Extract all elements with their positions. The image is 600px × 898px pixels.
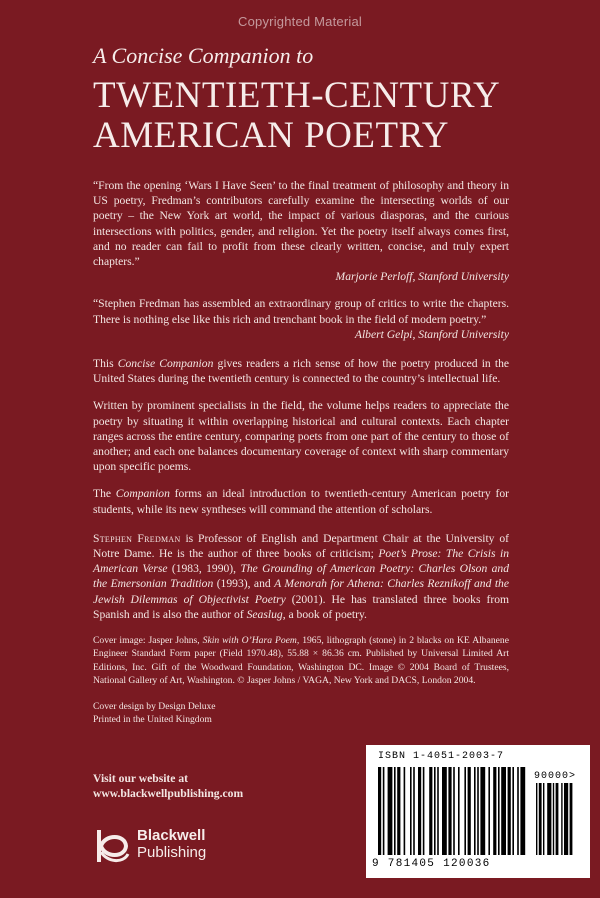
barcode-bar <box>493 767 496 855</box>
barcode-bars <box>374 767 584 857</box>
barcode-bar <box>394 767 396 855</box>
author-name: Stephen Fredman <box>93 531 181 545</box>
quote-1 <box>93 178 509 269</box>
barcode-addon-bar <box>556 783 559 855</box>
barcode-bar <box>448 767 451 855</box>
barcode-bar <box>404 767 406 855</box>
companion-title-em: Concise Companion <box>117 357 214 371</box>
website-url: www.blackwellpublishing.com <box>93 787 244 801</box>
barcode-bar <box>429 767 432 855</box>
barcode-bar <box>517 767 519 855</box>
book-subtitle: A Concise Companion to <box>93 43 314 68</box>
quote-2 <box>93 296 509 326</box>
barcode-digits: 9 781405 120036 <box>372 858 491 870</box>
barcode-bar <box>501 767 506 855</box>
publisher-name-line-1: Blackwell <box>137 827 206 844</box>
book-title-line-2: AMERICAN POETRY <box>93 115 449 156</box>
quote-2-attribution: Albert Gelpi, Stanford University <box>354 327 509 341</box>
quote-1-text: “From the opening ‘Wars I Have Seen’ to the final treatment of philosophy and theory in US poetry, Fredman’s contributors carefully examine the intersecting worlds of our poetry – the New York art world, the impact of various diasporas, and the curious intersections with politics, gender, and religion. Yet the poetry itself always comes first, and no reader can fail to profit from these clearly written, concise, and truly expert chapters.” <box>93 179 509 269</box>
barcode-bar <box>498 767 500 855</box>
barcode-bar <box>383 767 385 855</box>
barcode-bar <box>520 767 525 855</box>
back-cover-text <box>93 178 509 739</box>
barcode-bar <box>410 767 412 855</box>
description-paragraph-2: Written by prominent specialists in the field, the volume helps readers to appreciate the poetry by situating it within overlapping historical and cultural contexts. Each chapter ranges across the entire century, comparing poets from one part of the century to those of another; and each one balances documentary coverage of context with sharp commentary upon specific poems. <box>93 399 509 474</box>
quote-1-attribution: Marjorie Perloff, Stanford University <box>335 270 509 284</box>
barcode-addon-bar <box>547 783 551 855</box>
website-block <box>93 771 243 801</box>
barcode-bar <box>468 767 471 855</box>
book-title <box>93 76 580 156</box>
quote-2-text: “Stephen Fredman has assembled an extraordinary group of critics to write the chapters. There is nothing else like this rich and trenchant book in the field of modern poetry.” <box>93 297 509 326</box>
barcode-addon-bar <box>536 783 537 855</box>
watermark: Copyrighted Material <box>238 14 362 29</box>
barcode-addon-bar <box>539 783 542 855</box>
barcode-bar <box>378 767 381 855</box>
barcode-bar <box>453 767 455 855</box>
barcode-bar <box>397 767 400 855</box>
website-label: Visit our website at <box>93 772 188 785</box>
price-code: 90000> <box>533 771 576 782</box>
barcode-bar <box>480 767 485 855</box>
barcode-bar <box>464 767 466 855</box>
barcode-bar <box>388 767 393 855</box>
barcode-bar <box>474 767 476 855</box>
barcode-bar <box>423 767 425 855</box>
book-title-line-1: TWENTIETH-CENTURY <box>93 75 501 116</box>
author-bio: Stephen Fredman is Professor of English and Department Chair at the University of Notre Dame. He is the author of three books of criticism; Poet’s Prose: The Crisis in American Verse (1983, 1990), The Grounding of American Poetry: Charles Olson and the Emersonian Tradition (1993), and A Menorah for Athena: Charles Reznikoff and the Jewish Dilemmas of Objectivist Poetry (2001). He has translated three books from Spanish and is also the author of Seaslug, a book of poetry. <box>93 531 510 621</box>
barcode-bar <box>413 767 415 855</box>
barcode-addon-bar <box>564 783 568 855</box>
barcode-bar <box>477 767 479 855</box>
barcode-bar <box>437 767 439 855</box>
isbn-barcode <box>366 745 590 878</box>
title-block <box>93 42 580 156</box>
barcode-bar <box>508 767 511 855</box>
barcode-bar <box>512 767 514 855</box>
barcode-addon-bar <box>570 783 573 855</box>
barcode-bar <box>458 767 460 855</box>
barcode-bar <box>418 767 421 855</box>
isbn-number: ISBN 1-4051-2003-7 <box>378 751 505 762</box>
description-paragraph-3: The Companion forms an ideal introduction to twentieth-century American poetry for students, while its new syntheses will command the attention of scholars. <box>93 487 509 516</box>
description-paragraph-1: This Concise Companion gives readers a rich sense of how the poetry produced in the United States during the twentieth century is connected to the country’s intellectual life. <box>93 357 510 386</box>
publisher-name-line-2: Publishing <box>137 844 207 861</box>
barcode-bar <box>442 767 447 855</box>
barcode-addon-bar <box>543 783 544 855</box>
barcode-bar <box>488 767 490 855</box>
publisher-name <box>137 827 206 861</box>
design-credits: Cover design by Design Deluxe Printed in the United Kingdom <box>93 700 216 726</box>
barcode-addon-bar <box>553 783 554 855</box>
blackwell-b-icon <box>93 826 131 866</box>
cover-image-credits: Cover image: Jasper Johns, Skin with O’Hara Poem, 1965, lithograph (stone) in 2 blacks on KE Albanene Engineer Standard Form paper (Field 1970.48), 55.88 × 86.36 cm. Published by Universal Limited Art Editions, Inc. Gift of the Woodward Foundation, Washington DC. Image © 2004 Board of Trustees, National Gallery of Art, Washington. © Jasper Johns / VAGA, New York and DACS, London 2004. <box>93 635 509 687</box>
barcode-bar <box>434 767 436 855</box>
barcode-addon-bar <box>561 783 562 855</box>
publisher-logo <box>93 826 253 866</box>
